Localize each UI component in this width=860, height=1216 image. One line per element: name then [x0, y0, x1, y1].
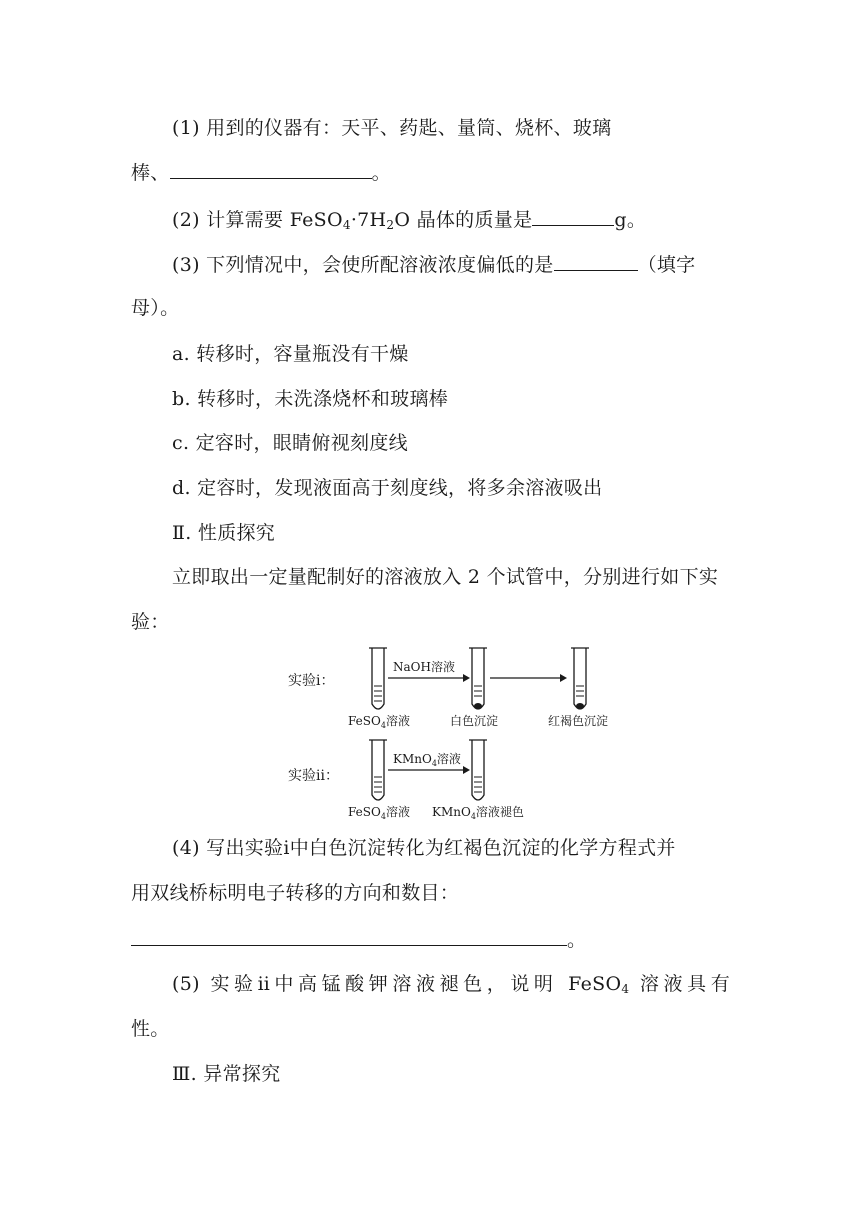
- section-3-heading: Ⅲ. 异常探究: [172, 1063, 281, 1085]
- question-4-line-3: [131, 927, 586, 952]
- test-tube-feso4-1: [369, 648, 387, 709]
- answer-blank-1[interactable]: [170, 160, 372, 179]
- question-1-end: 。: [371, 162, 391, 184]
- question-3-line-1: [172, 252, 695, 277]
- question-1-text-cont: 棒、: [131, 162, 170, 184]
- test-tube-red-brown-precipitate: [571, 648, 589, 709]
- question-5-line-2: [131, 1017, 170, 1041]
- exp1-label: 实验ⅰ：: [288, 673, 335, 689]
- question-3-text-end: 母）。: [131, 297, 180, 319]
- question-2-line: [172, 207, 646, 232]
- question-2-text: (2) 计算需要 FeSO: [172, 209, 343, 231]
- question-2-sub4: 4: [342, 218, 351, 232]
- exp1-end-label: 红褐色沉淀: [548, 714, 609, 728]
- option-b: b. 转移时，未洗涤烧杯和玻璃棒: [172, 388, 449, 410]
- question-2-mid: ·7H: [350, 209, 387, 231]
- question-4-line-1: [172, 836, 676, 860]
- arrow-kmno4: [388, 766, 470, 774]
- intro-text-cont: 验：: [131, 611, 170, 633]
- question-1-text: (1) 用到的仪器有：天平、药匙、量筒、烧杯、玻璃: [172, 117, 612, 139]
- reagent-kmno4-label: KMnO$_4$溶液: [393, 752, 461, 768]
- option-a: a. 转移时，容量瓶没有干燥: [172, 343, 409, 365]
- question-3-line-2: [131, 296, 179, 320]
- question-2-end: g。: [614, 209, 647, 231]
- question-4-text-cont: 用双线桥标明电子转移的方向和数目：: [131, 882, 460, 904]
- question-5-text-end: 性。: [131, 1018, 170, 1040]
- question-3-text-cont: （填字: [637, 254, 696, 276]
- answer-blank-2[interactable]: [532, 207, 614, 226]
- question-4-line-2: [131, 881, 459, 905]
- exp2-end-label: KMnO$_4$溶液褪色: [432, 805, 524, 821]
- question-4-end: 。: [567, 929, 587, 951]
- question-1-line-1: [172, 116, 611, 140]
- test-tube-white-precipitate: [469, 648, 487, 709]
- intro-text: 立即取出一定量配制好的溶液放入 2 个试管中，分别进行如下实: [172, 566, 719, 588]
- exp1-start-label: FeSO$_4$溶液: [348, 714, 410, 730]
- question-3-text: (3) 下列情况中，会使所配溶液浓度偏低的是: [172, 254, 554, 276]
- arrow-naoh: [388, 674, 470, 682]
- exp2-label: 实验ⅱ：: [288, 768, 339, 784]
- exp2-start-label: FeSO$_4$溶液: [348, 805, 410, 821]
- question-5-text-cont: 溶液具有: [629, 973, 730, 995]
- question-5-text: (5) 实验ⅱ中高锰酸钾溶液褪色，说明 FeSO: [172, 973, 622, 995]
- section-2-heading: Ⅱ. 性质探究: [172, 522, 276, 544]
- answer-blank-3[interactable]: [554, 252, 638, 271]
- intro-line-1: [172, 565, 718, 589]
- question-4-text: (4) 写出实验ⅰ中白色沉淀转化为红褐色沉淀的化学方程式并: [172, 837, 676, 859]
- test-tube-feso4-2: [369, 740, 387, 800]
- test-tube-decolorized: [469, 740, 487, 800]
- option-c: c. 定容时，眼睛俯视刻度线: [172, 432, 408, 454]
- answer-blank-4[interactable]: [131, 927, 567, 946]
- question-5-line-1: [172, 972, 730, 996]
- question-2-sub2: 2: [386, 218, 395, 232]
- reagent-naoh-label: NaOH溶液: [393, 660, 455, 674]
- question-2-text-cont: O 晶体的质量是: [394, 209, 533, 231]
- experiment-diagram: [280, 640, 630, 830]
- exp1-mid-label: 白色沉淀: [450, 714, 499, 728]
- arrow-oxidation: [490, 674, 567, 682]
- question-1-line-2: [131, 160, 391, 185]
- intro-line-2: [131, 610, 170, 634]
- question-5-sub: 4: [621, 982, 630, 996]
- option-d: d. 定容时，发现液面高于刻度线，将多余溶液吸出: [172, 477, 603, 499]
